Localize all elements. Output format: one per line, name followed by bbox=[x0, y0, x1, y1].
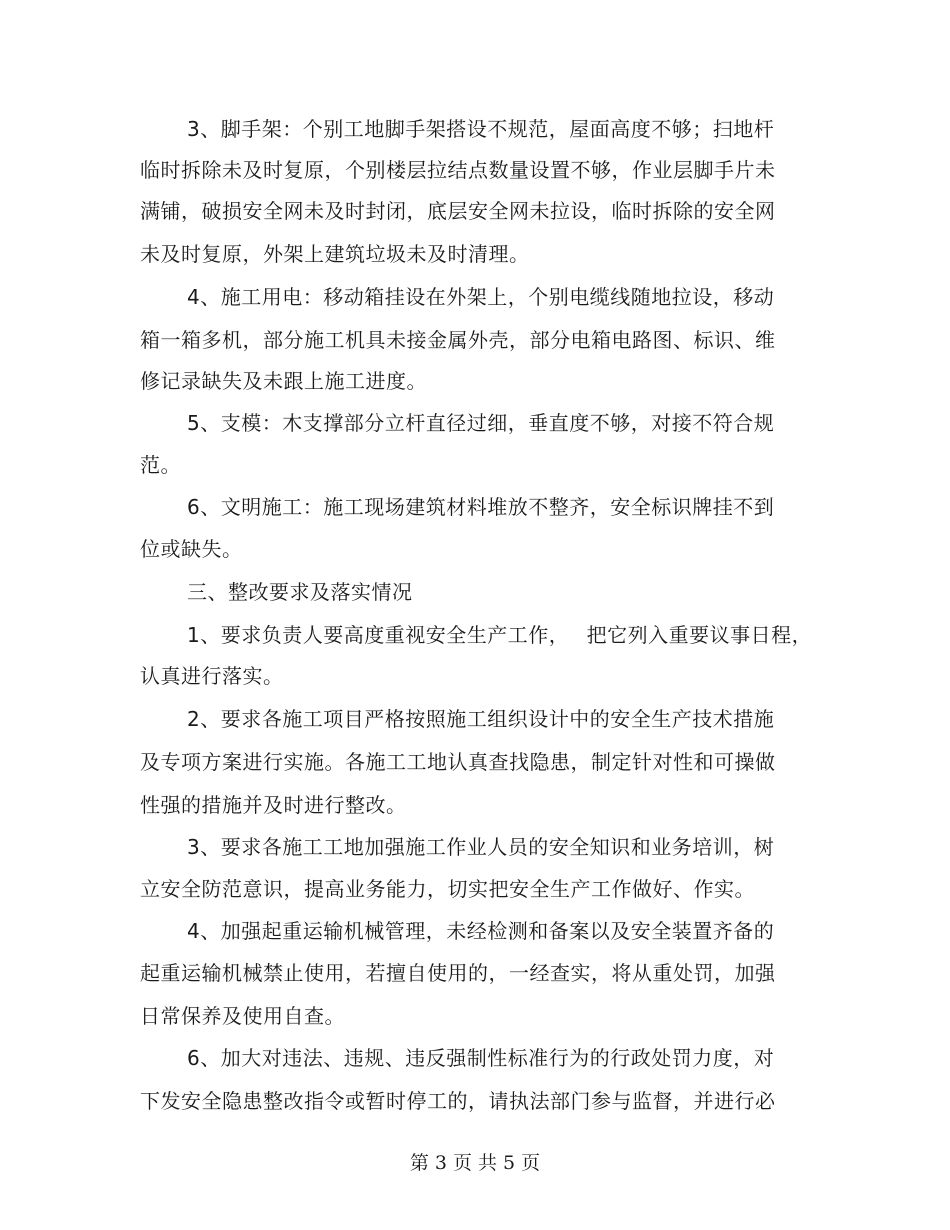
section-heading: 三、整改要求及落实情况 bbox=[187, 580, 413, 604]
text-line: 5、支模：木支撑部分立杆直径过细，垂直度不够，对接不符合规 bbox=[187, 411, 775, 435]
text-line: 临时拆除未及时复原，个别楼层拉结点数量设置不够，作业层脚手片未 bbox=[140, 158, 776, 182]
text-line: 3、要求各施工工地加强施工作业人员的安全知识和业务培训，树 bbox=[187, 835, 775, 859]
text-line: 及专项方案进行实施。各施工工地认真查找隐患，制定针对性和可操做 bbox=[140, 750, 776, 774]
text-line: 立安全防范意识，提高业务能力，切实把安全生产工作做好、作实。 bbox=[140, 877, 755, 901]
text-line: 日常保养及使用自查。 bbox=[140, 1004, 345, 1028]
text-line: 4、施工用电：移动箱挂设在外架上，个别电缆线随地拉设，移动 bbox=[187, 285, 775, 309]
text-line: 认真进行落实。 bbox=[140, 664, 284, 688]
text-line: 下发安全隐患整改指令或暂时停工的，请执法部门参与监督，并进行必 bbox=[140, 1089, 776, 1113]
text-line: 3、脚手架：个别工地脚手架搭设不规范，屋面高度不够；扫地杆 bbox=[187, 117, 775, 141]
text-line: 性强的措施并及时进行整改。 bbox=[140, 793, 407, 817]
text-line: 1、要求负责人要高度重视安全生产工作， 把它列入重要议事日程， bbox=[187, 623, 813, 647]
text-line: 4、加强起重运输机械管理，未经检测和备案以及安全装置齐备的 bbox=[187, 919, 775, 943]
text-line: 6、加大对违法、违规、违反强制性标准行为的行政处罚力度，对 bbox=[187, 1046, 775, 1070]
text-line: 6、文明施工：施工现场建筑材料堆放不整齐，安全标识牌挂不到 bbox=[187, 495, 775, 519]
text-line: 修记录缺失及未跟上施工进度。 bbox=[140, 369, 427, 393]
text-line: 起重运输机械禁止使用，若擅自使用的，一经查实，将从重处罚，加强 bbox=[140, 961, 776, 985]
text-line: 满铺，破损安全网未及时封闭，底层安全网未拉设，临时拆除的安全网 bbox=[140, 199, 776, 223]
text-line: 范。 bbox=[140, 453, 181, 477]
page-number-footer: 第 3 页 共 5 页 bbox=[409, 1152, 541, 1174]
text-line: 2、要求各施工项目严格按照施工组织设计中的安全生产技术措施 bbox=[187, 707, 775, 731]
text-line: 位或缺失。 bbox=[140, 537, 243, 561]
text-line: 箱一箱多机，部分施工机具未接金属外壳，部分电箱电路图、标识、维 bbox=[140, 328, 776, 352]
text-line: 未及时复原，外架上建筑垃圾未及时清理。 bbox=[140, 242, 530, 266]
